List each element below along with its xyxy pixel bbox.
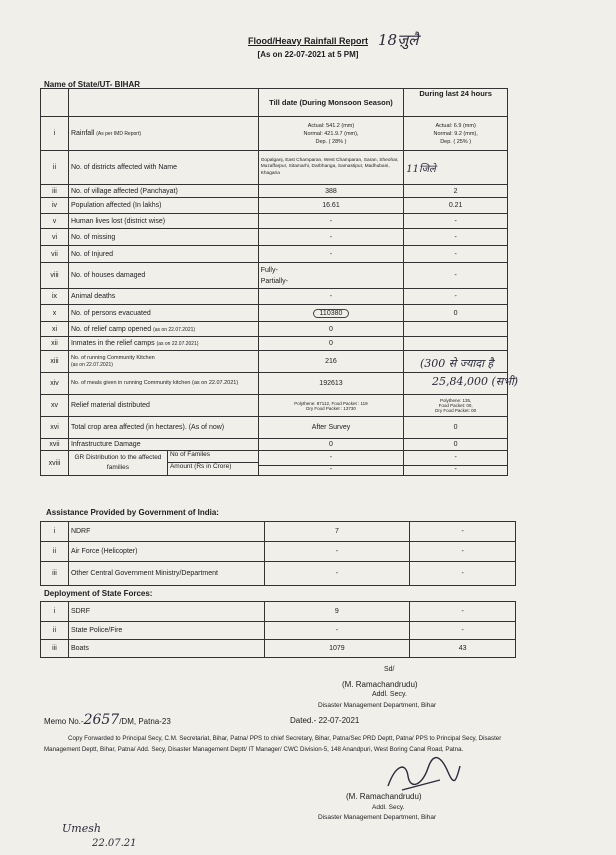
table-row: vii No. of Injured - -: [41, 246, 508, 263]
header-till-date: Till date (During Monsoon Season): [258, 89, 404, 117]
table-row: ii No. of districts affected with Name Gopalganj, East Champaran, West Champaran, Saran, Sheohar, Muzaffarpur, Sitamarhi, Darbhanga, Samastipur, Madhubani, Khagaria 11जिले: [41, 151, 508, 185]
signatory2-designation: Addl. Secy.: [372, 804, 405, 811]
table-row: i Rainfall (As per IMD Report) Actual: 541.2 (mm) Normal: 421.9.7 (mm), Dep. ( 28% ) Actual: 6.9 (mm) Normal: 9.2 (mm), Dep. ( 25% ): [41, 117, 508, 151]
table-row: xi No. of relief camp opened (as on 22.07.2021) 0: [41, 322, 508, 337]
table-row: xiv No. of meals given in running Community kitchen (as on 22.07.2021) 192613: [41, 373, 508, 395]
table-row: vi No. of missing - -: [41, 229, 508, 246]
table-row: xiii No. of running Community Kitchen (as on 22.07.2021) 216: [41, 351, 508, 373]
signatory-designation: Addl. Secy.: [372, 691, 407, 698]
signatory2-name: (M. Ramachandrudu): [346, 792, 422, 801]
table-row: xvi Total crop area affected (in hectares). (As of now) After Survey 0: [41, 417, 508, 439]
table-header-row: [41, 89, 508, 117]
table-row: viii No. of houses damaged Fully- Partially- -: [41, 263, 508, 289]
header-last24: During last 24 hours: [404, 89, 508, 117]
handwritten-meals-note: 25,84,000 (सभी): [432, 375, 519, 388]
table-row: xv Relief material distributed Polythene: 87112, Food Packet : 119 Dry Food Packet : 13730 Polythene: 135, Food Packet: 00, Dry Food Packet: 00: [41, 395, 508, 417]
table-row: iii No. of village affected (Panchayat) 388 2: [41, 185, 508, 198]
flood-report-table: [40, 88, 508, 476]
signatory2-department: Disaster Management Department, Bihar: [318, 814, 437, 821]
table-row: ii Air Force (Helicopter) - -: [41, 542, 516, 562]
report-title: Flood/Heavy Rainfall Report: [247, 36, 369, 46]
signature-scribble: [382, 756, 462, 796]
goi-table: [40, 521, 516, 586]
table-row: iii Boats 1079 43: [41, 640, 516, 658]
table-row: xviii GR Distribution to the affected families No of Familes Amount (Rs in Crore) - - - -: [41, 451, 508, 476]
state-forces-heading: Deployment of State Forces:: [44, 589, 153, 598]
table-row: v Human lives lost (district wise) - -: [41, 214, 508, 229]
table-row: i NDRF 7 -: [41, 522, 516, 542]
table-row: ix Animal deaths - -: [41, 289, 508, 305]
table-row: x No. of persons evacuated 110380 0: [41, 305, 508, 322]
goi-heading: Assistance Provided by Government of India:: [46, 508, 219, 517]
handwritten-kitchen-note: (300 से ज्यादा है: [420, 357, 494, 370]
table-row: xii Inmates in the relief camps (as on 22.07.2021) 0: [41, 337, 508, 351]
copy-forward-text: Copy Forwarded to Principal Secy, C.M. Secretariat, Bihar, Patna/ PPS to chief Secretary, Bihar, Patna/Sec PRD Deptt, Patna/ PPS to Principal Secy, Disaster Management Deptt, Bihar, Patna/ Add. Secy, Disaster Management Deptt/ IT Manager/ CWC Division-5, 148 Anandpuri, West Boring Canal Road, Patna.: [44, 735, 502, 753]
signatory-department: Disaster Management Department, Bihar: [318, 702, 437, 709]
report-date: [As on 22-07-2021 at 5 PM]: [257, 50, 359, 59]
table-row: iii Other Central Government Ministry/Department - -: [41, 562, 516, 586]
state-forces-table: [40, 601, 516, 658]
bottom-initials: Umesh: [62, 822, 101, 835]
handwritten-note: 18ज़ुलै: [378, 31, 419, 49]
bottom-date: 22.07.21: [92, 838, 137, 849]
table-row: ii State Police/Fire - -: [41, 622, 516, 640]
signatory-name: (M. Ramachandrudu): [342, 680, 418, 689]
memo-date: Dated.- 22-07-2021: [290, 716, 360, 725]
state-label: Name of State/UT- BIHAR: [44, 80, 141, 89]
table-row: i SDRF 9 -: [41, 602, 516, 622]
table-row: iv Population affected (In lakhs) 16.61 0.21: [41, 198, 508, 214]
sd-mark: Sd/: [384, 666, 395, 673]
table-row: xvii Infrastructure Damage 0 0: [41, 439, 508, 451]
memo-line: Memo No.-2657/DM, Patna-23: [44, 712, 171, 728]
